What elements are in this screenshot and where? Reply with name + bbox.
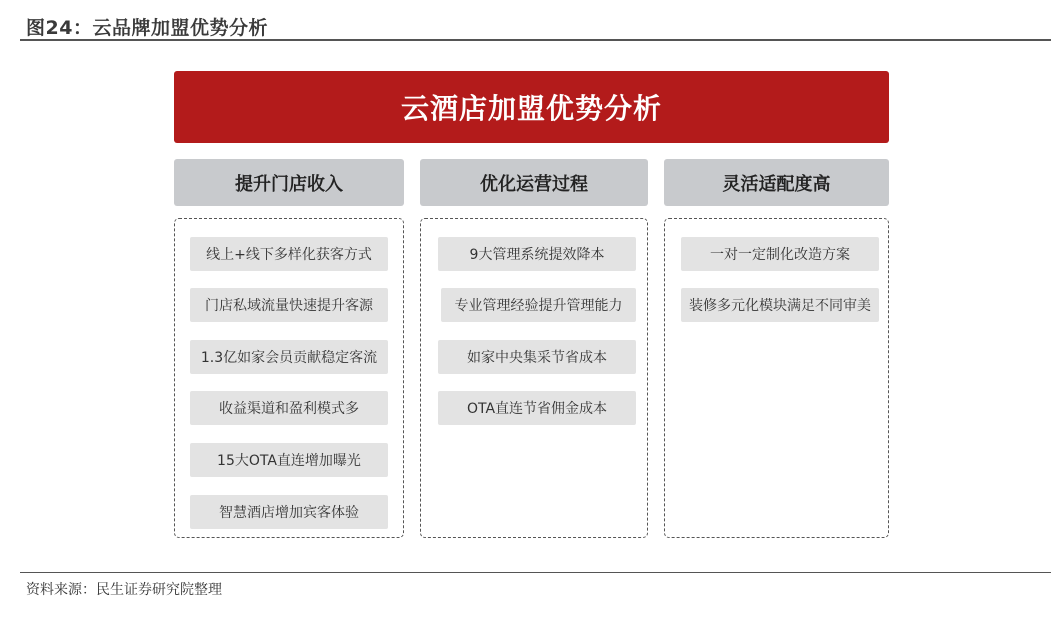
revenue-item: 智慧酒店增加宾客体验 — [190, 495, 388, 529]
source-note: 资料来源：民生证券研究院整理 — [26, 582, 222, 598]
top-divider — [20, 39, 1051, 41]
revenue-item: 收益渠道和盈利模式多 — [190, 391, 388, 425]
column-header-operations: 优化运营过程 — [420, 159, 648, 206]
revenue-item: 线上+线下多样化获客方式 — [190, 237, 388, 271]
figure-title: 图24：云品牌加盟优势分析 — [26, 17, 268, 39]
column-header-flexibility: 灵活适配度高 — [664, 159, 889, 206]
bottom-divider — [20, 572, 1051, 573]
revenue-item: 15大OTA直连增加曝光 — [190, 443, 388, 477]
operations-item: 9大管理系统提效降本 — [438, 237, 636, 271]
operations-item: 专业管理经验提升管理能力 — [441, 288, 636, 322]
revenue-item: 门店私域流量快速提升客源 — [190, 288, 388, 322]
operations-item: OTA直连节省佣金成本 — [438, 391, 636, 425]
flexibility-item: 一对一定制化改造方案 — [681, 237, 879, 271]
operations-item: 如家中央集采节省成本 — [438, 340, 636, 374]
diagram-banner-title: 云酒店加盟优势分析 — [174, 71, 889, 143]
column-header-revenue: 提升门店收入 — [174, 159, 404, 206]
revenue-item: 1.3亿如家会员贡献稳定客流 — [190, 340, 388, 374]
flexibility-item: 装修多元化模块满足不同审美 — [681, 288, 879, 322]
